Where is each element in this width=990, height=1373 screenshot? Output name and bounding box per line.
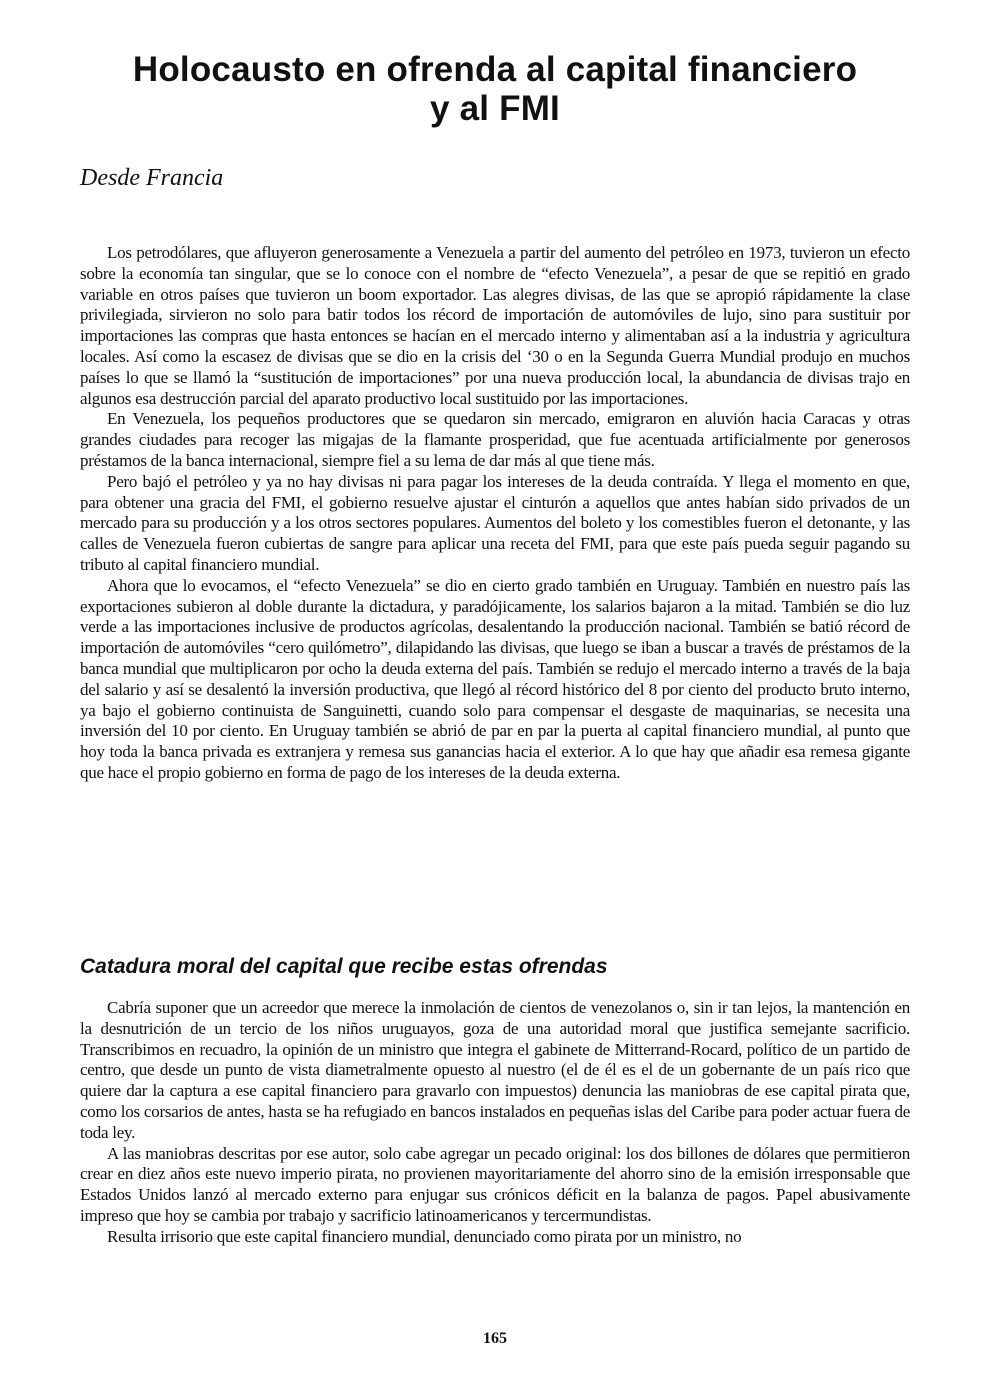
byline: Desde Francia [80, 165, 224, 191]
paragraph: Pero bajó el petróleo y ya no hay divisas ni para pagar los intereses de la deuda contraída. Y llega el momento en que, para obtener una gracia del FMI, el gobierno resuelve ajustar el cinturón a aquellos que antes habían sido privados de un mercado para su producción y a los otros sectores populares. Aumentos del boleto y los comestibles fueron el detonante, y las calles de Venezuela fueron cubiertas de sangre para aplicar una receta del FMI, para que este país pueda seguir pagando su tributo al capital financiero mundial. [80, 471, 910, 574]
paragraph: Resulta irrisorio que este capital financiero mundial, denunciado como pirata por un ministro, no [107, 1226, 742, 1246]
paragraph: Los petrodólares, que afluyeron generosamente a Venezuela a partir del aumento del petróleo en 1973, tuvieron un efecto sobre la economía tan singular, que se lo conoce con el nombre de “efecto Venezuela”, a pesar de que se repitió en grado variable en otros países que tuvieron un boom exportador. Las alegres divisas, de las que se apropió rápidamente la clase privilegiada, sirvieron no solo para batir todos los récord de importación de automóviles de lujo, sino para sustituir por importaciones las compras que hasta entonces se hacían en el mercado interno y alimentaban así a la industria y agricultura locales. Así como la escasez de divisas que se dio en la crisis del ‘30 o en la Segunda Guerra Mundial produjo en muchos países lo que se llamó la “sustitución de importaciones” por una nueva producción local, la abundancia de divisas trajo en algunos esa destrucción parcial del aparato productivo local sustituido por las importaciones. [80, 243, 910, 408]
article-body [80, 243, 910, 784]
section-heading: Catadura moral del capital que recibe estas ofrendas [80, 955, 608, 978]
section-body [80, 998, 910, 1248]
paragraph: Ahora que lo evocamos, el “efecto Venezuela” se dio en cierto grado también en Uruguay. También en nuestro país las exportaciones subieron al doble durante la dictadura, y paradójicamente, los salarios bajaron a la mitad. También se dio luz verde a las importaciones inclusive de productos agrícolas, desalentando la producción nacional. También se batió récord de importación de automóviles “cero quilómetro”, dilapidando las divisas, que luego se iban a buscar a través de préstamos de la banca mundial que multiplicaron por ocho la deuda externa del país. También se redujo el mercado interno a través de la baja del salario y así se desalentó la inversión productiva, que llegó al récord histórico del 8 por ciento del producto bruto interno, ya bajo el gobierno continuista de Sanguinetti, cuando solo para compensar el desgaste de maquinarias, se necesita una inversión del 10 por ciento. En Uruguay también se abrió de par en par la puerta al capital financiero mundial, al punto que hoy toda la banca privada es extranjera y remesa sus ganancias hacia el exterior. A lo que hay que añadir esa remesa gigante que hace el propio gobierno en forma de pago de los intereses de la deuda externa. [80, 575, 910, 782]
article-title [80, 50, 910, 128]
page-number: 165 [483, 1330, 507, 1347]
article-title-line-1: Holocausto en ofrenda al capital financiero [132, 50, 858, 89]
paragraph: En Venezuela, los pequeños productores que se quedaron sin mercado, emigraron en aluvión hacia Caracas y otras grandes ciudades para recoger las migajas de la flamante prosperidad, que fue acentuada artificialmente por generosos préstamos de la banca internacional, siempre fiel a su lema de dar más al que tiene más. [80, 409, 910, 470]
article-title-line-2: y al FMI [430, 89, 560, 128]
paragraph: A las maniobras descritas por ese autor, solo cabe agregar un pecado original: los dos billones de dólares que permitieron crear en diez años este nuevo imperio pirata, no provienen mayoritariamente del ahorro sino de la emisión irresponsable que Estados Unidos lanzó al mercado externo para enjugar sus crónicos déficit en la balanza de pagos. Papel abusivamente impreso que hoy se cambia por trabajo y sacrificio latinoamericanos y tercermundistas. [80, 1143, 910, 1225]
paragraph: Cabría suponer que un acreedor que merece la inmolación de cientos de venezolanos o, sin ir tan lejos, la mantención en la desnutrición de un tercio de los niños uruguayos, goza de una autoridad moral que justifica semejante sacrificio. Transcribimos en recuadro, la opinión de un ministro que integra el gabinete de Mitterrand-Rocard, político de un partido de centro, que desde un punto de vista diametralmente opuesto al nuestro (el de él es el de un gobernante de un país rico que quiere dar la captura a ese capital financiero para gravarlo con impuestos) denuncia las maniobras de ese capital pirata que, como los corsarios de antes, hasta se ha refugiado en bancos instalados en pequeñas islas del Caribe para poder actuar fuera de toda ley. [80, 998, 910, 1142]
